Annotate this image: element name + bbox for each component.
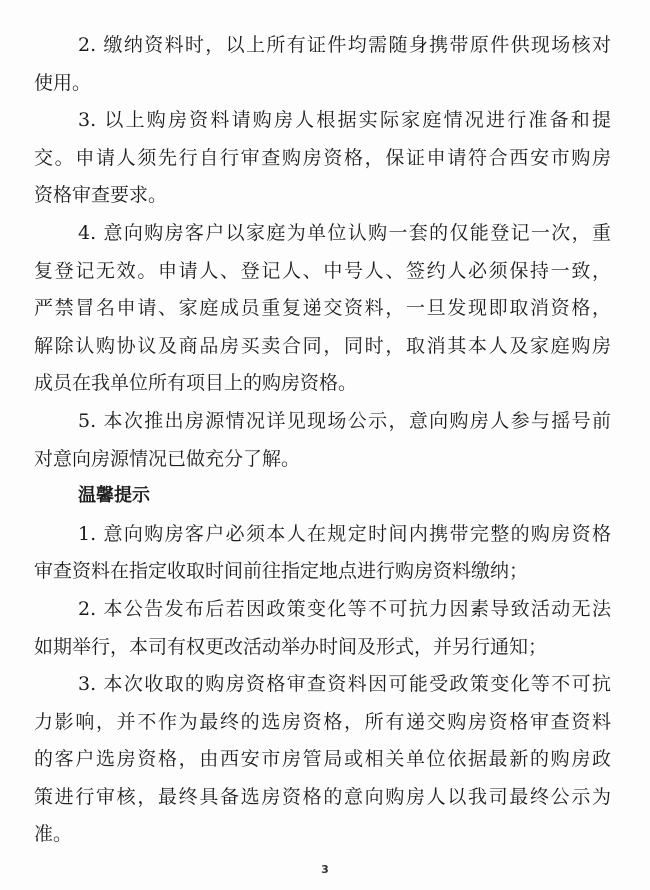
paragraph-3-line-2: 交。申请人须先行自行审查购房资格，保证申请符合西安市购房 (34, 147, 611, 169)
paragraph-5-line-2: 对意向房源情况已做充分了解。 (34, 448, 301, 470)
notice-heading: 温馨提示 (78, 485, 150, 506)
paragraph-5-line-1: 5. 本次推出房源情况详见现场公示，意向购房人参与摇号前 (78, 410, 611, 432)
paragraph-4-line-5: 成员在我单位所有项目上的购房资格。 (34, 372, 358, 394)
paragraph-4-line-4: 解除认购协议及商品房买卖合同，同时，取消其本人及家庭购房 (34, 335, 611, 357)
notice-item-3-line-4: 策进行审核，最终具备选房资格的意向购房人以我司最终公示为 (34, 786, 611, 808)
notice-item-3-line-2: 力影响，并不作为最终的选房资格，所有递交购房资格审查资料 (34, 711, 611, 733)
notice-item-3-line-3: 的客户选房资格，由西安市房管局或相关单位依据最新的购房政 (34, 748, 611, 770)
paragraph-4-line-2: 复登记无效。申请人、登记人、中号人、签约人必须保持一致， (34, 260, 611, 282)
paragraph-2-line-2: 使用。 (34, 72, 92, 94)
notice-item-1-line-2: 审查资料在指定收取时间前往指定地点进行购房资料缴纳； (34, 560, 529, 582)
paragraph-2-line-1: 2. 缴纳资料时，以上所有证件均需随身携带原件供现场核对 (78, 34, 611, 56)
page-number: 3 (321, 863, 329, 876)
notice-item-2-line-1: 2. 本公告发布后若因政策变化等不可抗力因素导致活动无法 (78, 598, 611, 620)
paragraph-3-line-3: 资格审查要求。 (34, 184, 168, 206)
notice-item-2-line-2: 如期举行，本司有权更改活动举办时间及形式，并另行通知； (34, 636, 548, 658)
paragraph-3-line-1: 3. 以上购房资料请购房人根据实际家庭情况进行准备和提 (78, 109, 611, 131)
notice-item-3-line-5: 准。 (34, 823, 73, 845)
paragraph-4-line-3: 严禁冒名申请、家庭成员重复递交资料，一旦发现即取消资格， (34, 297, 611, 319)
notice-item-1-line-1: 1. 意向购房客户必须本人在规定时间内携带完整的购房资格 (78, 523, 611, 545)
paragraph-4-line-1: 4. 意向购房客户以家庭为单位认购一套的仅能登记一次，重 (78, 222, 611, 244)
notice-item-3-line-1: 3. 本次收取的购房资格审查资料因可能受政策变化等不可抗 (78, 673, 611, 695)
